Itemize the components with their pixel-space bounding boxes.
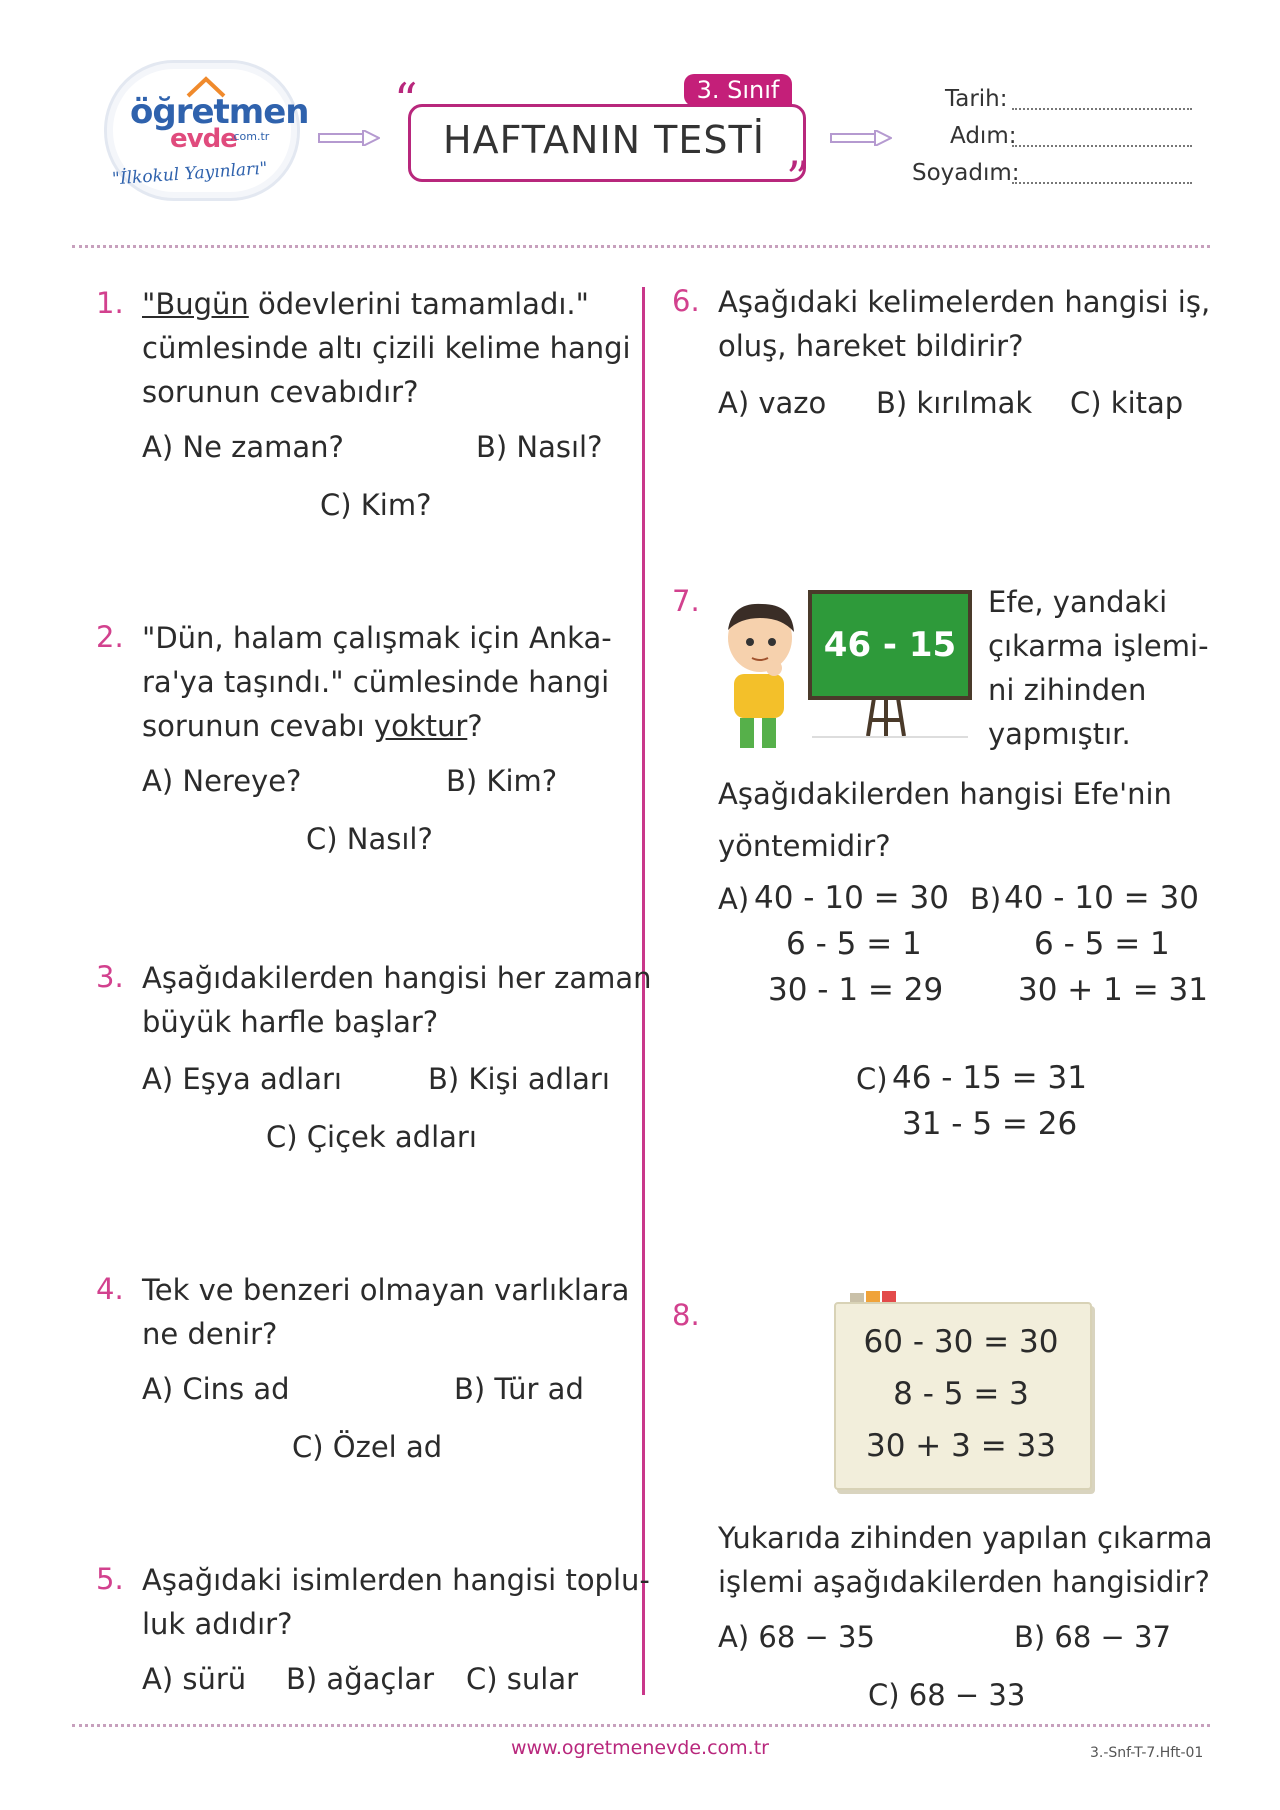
footer-code: 3.-Snf-T-7.Hft-01 [1090, 1745, 1204, 1761]
option-a-step-3: 30 - 1 = 29 [768, 972, 944, 1008]
option-b[interactable]: B) 68 − 37 [1014, 1620, 1171, 1654]
question-number: 5. [96, 1562, 124, 1596]
question-6-line-2: oluş, hareket bildirir? [718, 329, 1024, 363]
grade-badge: 3. Sınıf [684, 74, 792, 106]
question-6-line-1: Aşağıdaki kelimelerden hangisi iş, [718, 285, 1211, 319]
option-b[interactable]: B) Kim? [446, 764, 558, 798]
option-b[interactable]: B) Nasıl? [476, 430, 603, 464]
option-c[interactable]: C) sular [466, 1662, 579, 1696]
underlined-word: yoktur [373, 709, 468, 743]
question-3-line-1: Aşağıdakilerden hangisi her zaman [142, 961, 652, 995]
option-c[interactable]: C) Çiçek adları [266, 1120, 477, 1154]
option-c-label[interactable]: C) [856, 1062, 888, 1096]
logo-text-ogretmen: öğretmen [130, 92, 309, 132]
question-7-side-1: Efe, yandaki [988, 585, 1168, 619]
option-a-step-2: 6 - 5 = 1 [786, 926, 922, 962]
question-8-line-2: işlemi aşağıdakilerden hangisidir? [718, 1565, 1210, 1599]
option-a[interactable]: A) Nereye? [142, 764, 302, 798]
question-number: 2. [96, 620, 124, 654]
question-7-side-4: yapmıştır. [988, 717, 1131, 751]
question-3-line-2: büyük harfle başlar? [142, 1005, 439, 1039]
open-quote-icon: “ [394, 73, 418, 127]
option-a-label[interactable]: A) [718, 882, 750, 916]
option-b-label[interactable]: B) [970, 882, 1002, 916]
question-8-line-1: Yukarıda zihinden yapılan çıkarma [718, 1521, 1213, 1555]
question-text: ? [467, 709, 483, 743]
question-7-side-3: ni zihinden [988, 673, 1147, 707]
option-c-step-2: 31 - 5 = 26 [902, 1106, 1078, 1142]
question-7-side-2: çıkarma işlemi- [988, 629, 1209, 663]
name-field[interactable] [1012, 145, 1192, 147]
arrow-right-icon [318, 130, 380, 146]
option-a[interactable]: A) sürü [142, 1662, 247, 1696]
question-7-line-1: Aşağıdakilerden hangisi Efe'nin [718, 777, 1172, 811]
thinking-boy-icon [712, 596, 804, 756]
option-c[interactable]: C) kitap [1070, 386, 1184, 420]
option-c[interactable]: C) Nasıl? [306, 822, 433, 856]
note-line-3: 30 + 3 = 33 [866, 1428, 1056, 1464]
header-divider [72, 245, 1210, 248]
option-b[interactable]: B) Kişi adları [428, 1062, 610, 1096]
question-text: sorunun cevabı [142, 709, 374, 743]
question-number: 7. [672, 584, 700, 618]
surname-label: Soyadım: [912, 160, 1020, 186]
option-a[interactable]: A) vazo [718, 386, 827, 420]
option-b[interactable]: B) Tür ad [454, 1372, 584, 1406]
question-5-line-2: luk adıdır? [142, 1607, 293, 1641]
option-a[interactable]: A) Cins ad [142, 1372, 290, 1406]
logo-tagline: "İlkokul Yayınları" [111, 158, 269, 190]
name-label: Adım: [950, 123, 1017, 149]
date-label: Tarih: [945, 86, 1008, 112]
option-a[interactable]: A) Ne zaman? [142, 430, 344, 464]
page-title: HAFTANIN TESTİ [443, 118, 765, 162]
option-b-step-2: 6 - 5 = 1 [1034, 926, 1170, 962]
question-1-line-3: sorunun cevabıdır? [142, 375, 419, 409]
question-7-line-2: yöntemidir? [718, 829, 891, 863]
date-field[interactable] [1012, 108, 1192, 110]
question-text: ödevlerini tamamladı." [248, 287, 589, 321]
option-b[interactable]: B) kırılmak [876, 386, 1033, 420]
chalkboard: 46 - 15 [808, 590, 972, 700]
question-2-line-2: ra'ya taşındı." cümlesinde hangi [142, 665, 610, 699]
option-c-step-1: 46 - 15 = 31 [892, 1060, 1087, 1096]
option-b-step-3: 30 + 1 = 31 [1018, 972, 1208, 1008]
option-c[interactable]: C) Özel ad [292, 1430, 443, 1464]
question-number: 4. [96, 1272, 124, 1306]
option-c[interactable]: C) 68 − 33 [868, 1678, 1026, 1712]
question-1-line-2: cümlesinde altı çizili kelime hangi [142, 331, 631, 365]
question-1-line-1 [142, 282, 589, 326]
question-number: 6. [672, 284, 700, 318]
question-number: 8. [672, 1298, 700, 1332]
arrow-right-icon [830, 130, 892, 146]
option-b[interactable]: B) ağaçlar [286, 1662, 435, 1696]
option-a[interactable]: A) Eşya adları [142, 1062, 342, 1096]
surname-field[interactable] [1012, 182, 1192, 184]
footer-divider [72, 1724, 1210, 1727]
question-number: 3. [96, 960, 124, 994]
note-line-1: 60 - 30 = 30 [863, 1324, 1059, 1360]
question-5-line-1: Aşağıdaki isimlerden hangisi toplu- [142, 1563, 650, 1597]
question-4-line-2: ne denir? [142, 1317, 278, 1351]
floor-line [812, 736, 968, 738]
question-number: 1. [96, 286, 124, 320]
question-2-line-3 [142, 704, 483, 748]
option-b-step-1: 40 - 10 = 30 [1004, 880, 1199, 916]
footer-url[interactable]: www.ogretmenevde.com.tr [511, 1737, 769, 1759]
question-2-line-1: "Dün, halam çalışmak için Anka- [142, 621, 612, 655]
option-a[interactable]: A) 68 − 35 [718, 1620, 875, 1654]
close-quote-icon: ” [786, 151, 810, 205]
underlined-word: "Bugün [142, 287, 249, 321]
note-line-2: 8 - 5 = 3 [893, 1376, 1029, 1412]
option-c[interactable]: C) Kim? [320, 488, 432, 522]
easel-icon [866, 698, 906, 736]
option-a-step-1: 40 - 10 = 30 [754, 880, 949, 916]
question-4-line-1: Tek ve benzeri olmayan varlıklara [142, 1273, 630, 1307]
logo-text-domain: .com.tr [230, 130, 270, 143]
logo-text-evde: evde [170, 124, 237, 154]
